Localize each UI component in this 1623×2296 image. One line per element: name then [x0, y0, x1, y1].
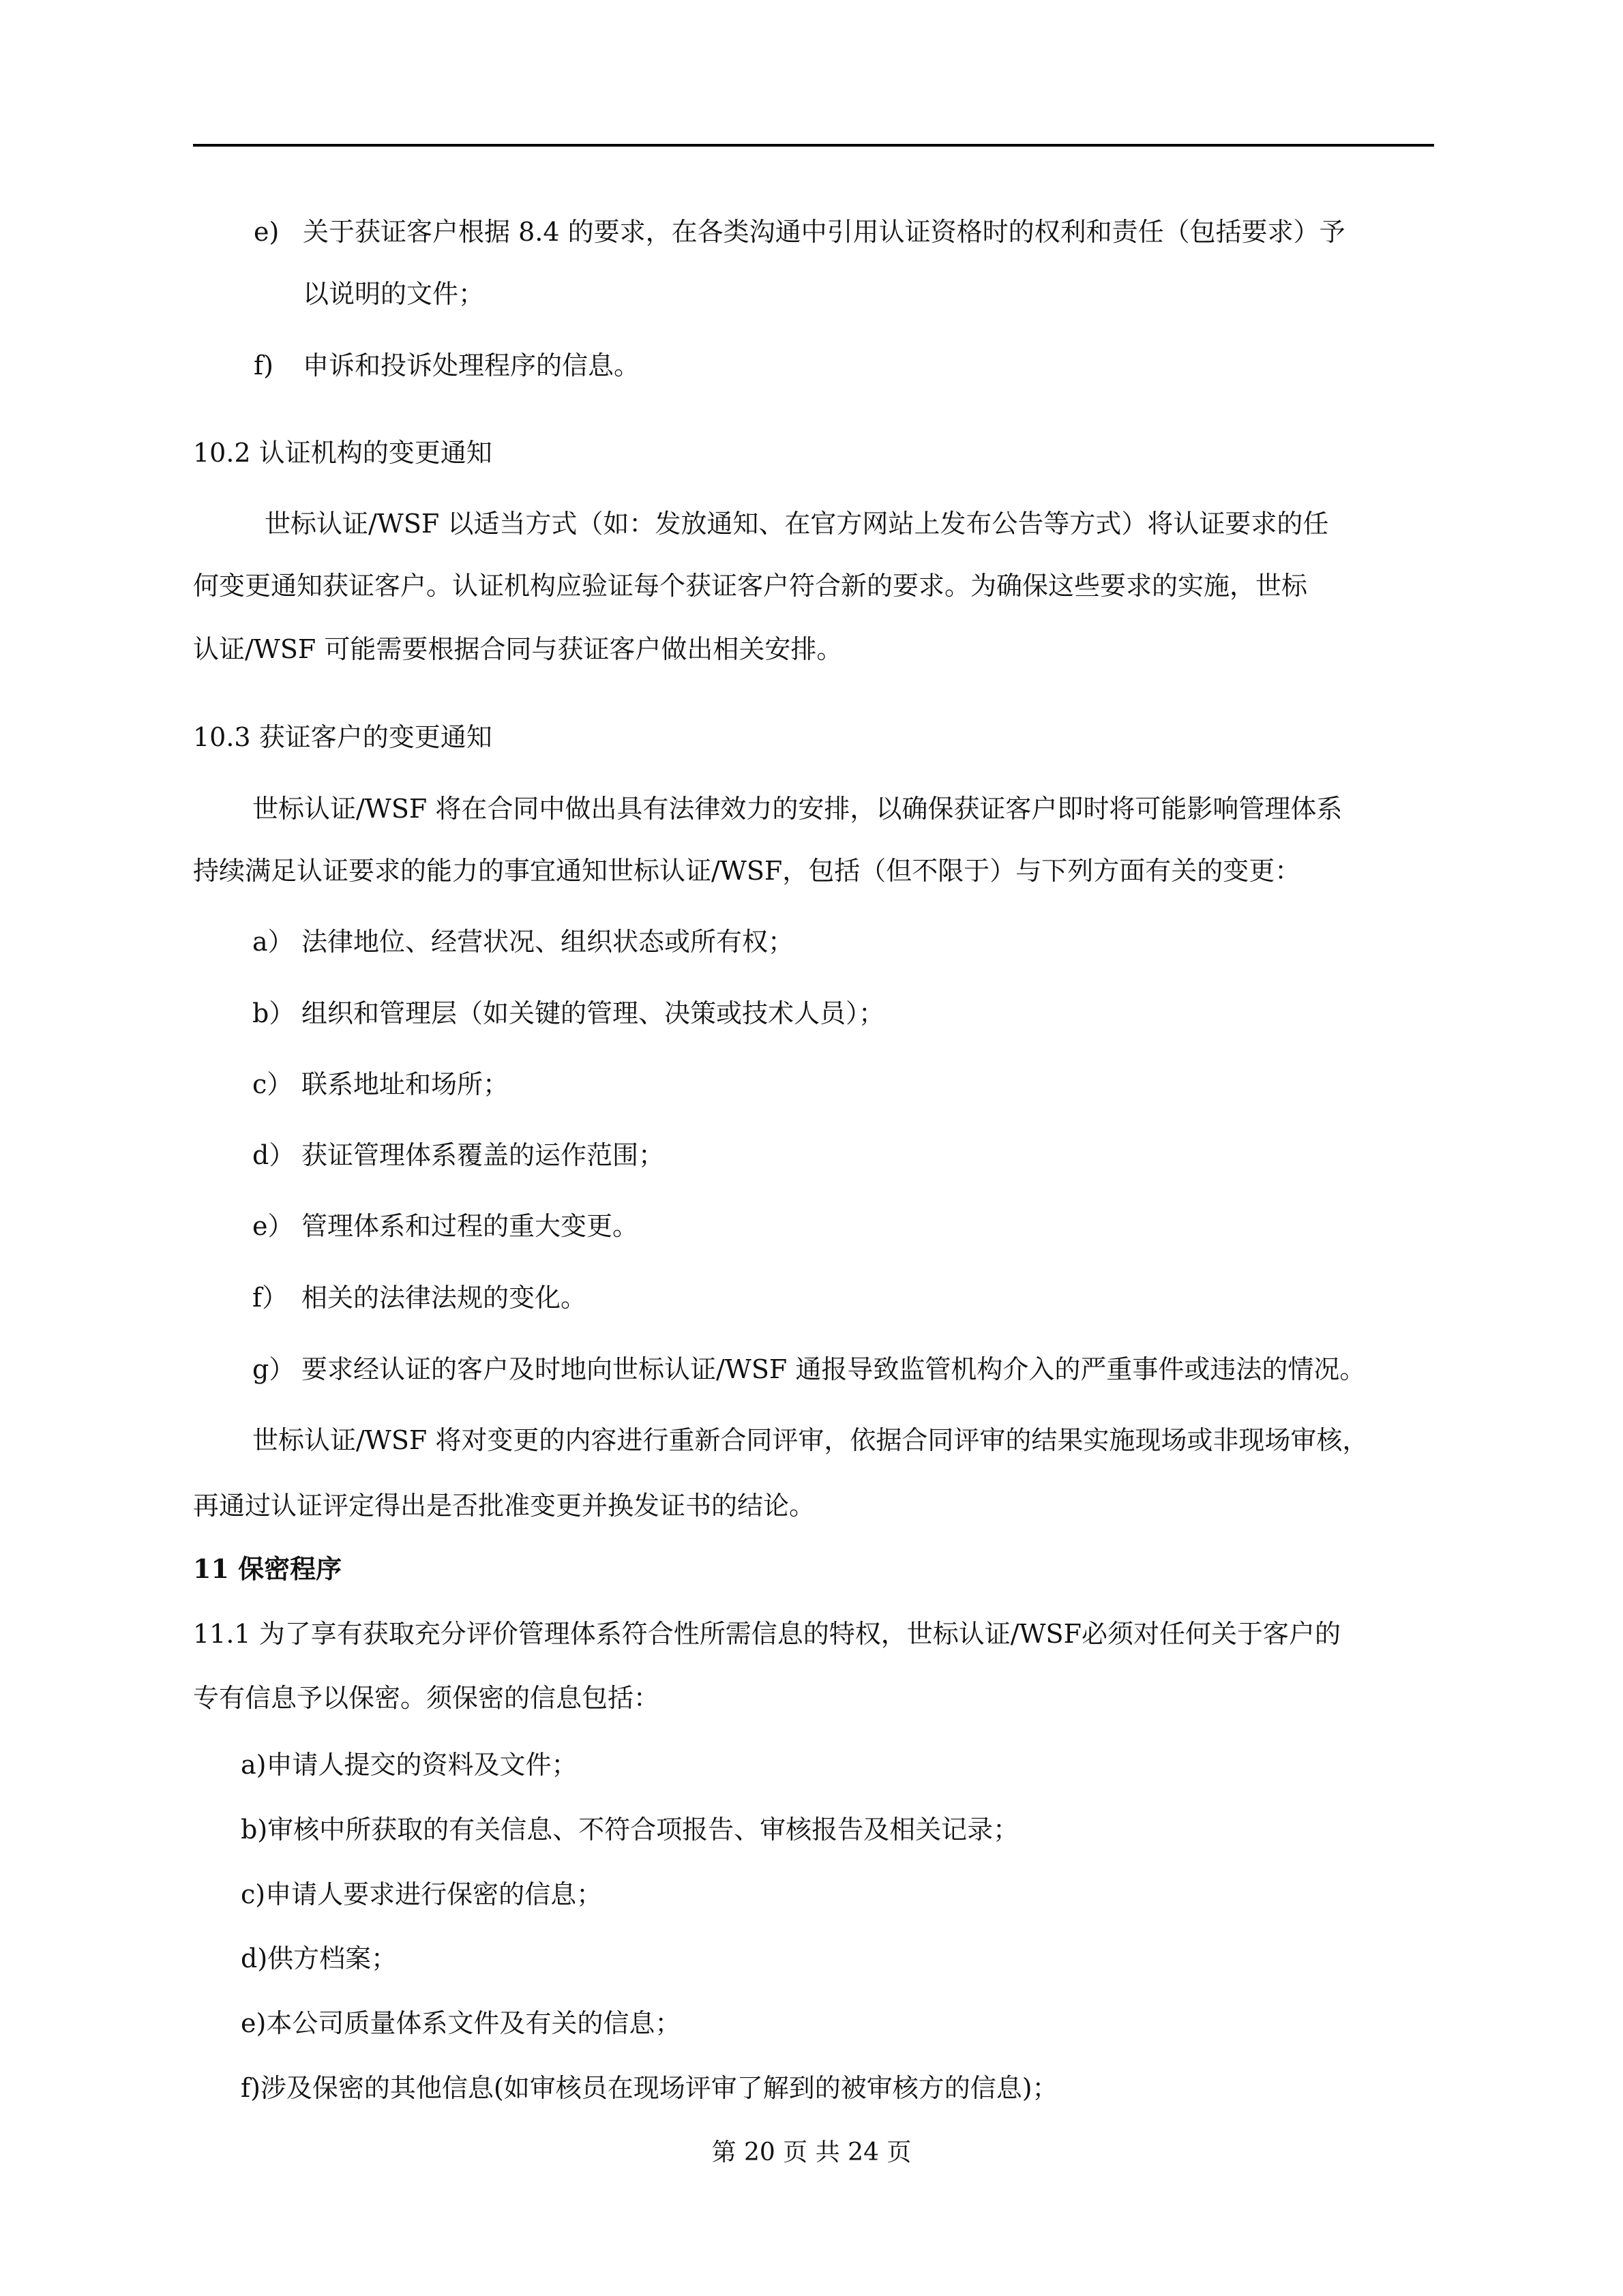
list-continuation: 以说明的文件；: [303, 279, 485, 309]
list-text: 联系地址和场所；: [301, 1069, 509, 1099]
list-text: 关于获证客户根据 8.4 的要求，在各类沟通中引用认证资格时的权利和责任（包括要求）予: [303, 217, 1345, 247]
section-heading: 11 保密程序: [193, 1553, 342, 1584]
list-text: 相关的法律法规的变化。: [301, 1283, 587, 1313]
list-marker: f): [254, 351, 273, 381]
section-heading: 10.3 获证客户的变更通知: [193, 722, 492, 752]
list-item: e)本公司质量体系文件及有关的信息；: [241, 2008, 681, 2038]
list-text: 申诉和投诉处理程序的信息。: [303, 351, 640, 381]
list-item: f)涉及保密的其他信息(如审核员在现场评审了解到的被审核方的信息)；: [241, 2073, 1058, 2103]
header-rule: [193, 144, 1434, 147]
paragraph-line: 持续满足认证要求的能力的事宜通知世标认证/WSF，包括（但不限于）与下列方面有关的变更：: [193, 856, 1301, 886]
list-text: 法律地位、经营状况、组织状态或所有权；: [301, 927, 794, 957]
paragraph-line: 认证/WSF 可能需要根据合同与获证客户做出相关安排。: [193, 634, 843, 664]
page-number: 第 20 页 共 24 页: [711, 2138, 912, 2166]
list-item: b)审核中所获取的有关信息、不符合项报告、审核报告及相关记录；: [241, 1815, 1019, 1845]
paragraph-line: 世标认证/WSF 将对变更的内容进行重新合同评审，依据合同评审的结果实施现场或非现场审核，: [252, 1425, 1369, 1455]
list-marker: a）: [252, 927, 294, 957]
list-marker: b）: [252, 998, 295, 1028]
list-text: 要求经认证的客户及时地向世标认证/WSF 通报导致监管机构介入的严重事件或违法的情况。: [301, 1354, 1366, 1384]
list-marker: f）: [252, 1283, 288, 1313]
list-text: 管理体系和过程的重大变更。: [301, 1211, 639, 1241]
list-marker: e）: [252, 1211, 294, 1241]
paragraph-line: 11.1 为了享有获取充分评价管理体系符合性所需信息的特权，世标认证/WSF必须对任何关于客户的: [193, 1619, 1341, 1649]
list-item: a)申请人提交的资料及文件；: [241, 1750, 578, 1780]
list-marker: c）: [252, 1069, 293, 1099]
paragraph-line: 何变更通知获证客户。认证机构应验证每个获证客户符合新的要求。为确保这些要求的实施，世标: [193, 571, 1308, 601]
paragraph-line: 世标认证/WSF 将在合同中做出具有法律效力的安排，以确保获证客户即时将可能影响管理体系: [252, 794, 1343, 824]
list-marker: e): [254, 217, 280, 247]
paragraph-line: 再通过认证评定得出是否批准变更并换发证书的结论。: [193, 1491, 816, 1521]
paragraph-line: 世标认证/WSF 以适当方式（如：发放通知、在官方网站上发布公告等方式）将认证要求的任: [265, 509, 1329, 539]
list-text: 组织和管理层（如关键的管理、决策或技术人员）；: [301, 998, 885, 1028]
paragraph-line: 专有信息予以保密。须保密的信息包括：: [193, 1683, 660, 1713]
list-item: d)供方档案；: [241, 1943, 398, 1973]
list-marker: d）: [252, 1140, 295, 1170]
list-marker: g）: [252, 1354, 295, 1384]
section-heading: 10.2 认证机构的变更通知: [193, 438, 492, 468]
list-item: c)申请人要求进行保密的信息；: [241, 1879, 603, 1909]
list-text: 获证管理体系覆盖的运作范围；: [301, 1140, 665, 1170]
